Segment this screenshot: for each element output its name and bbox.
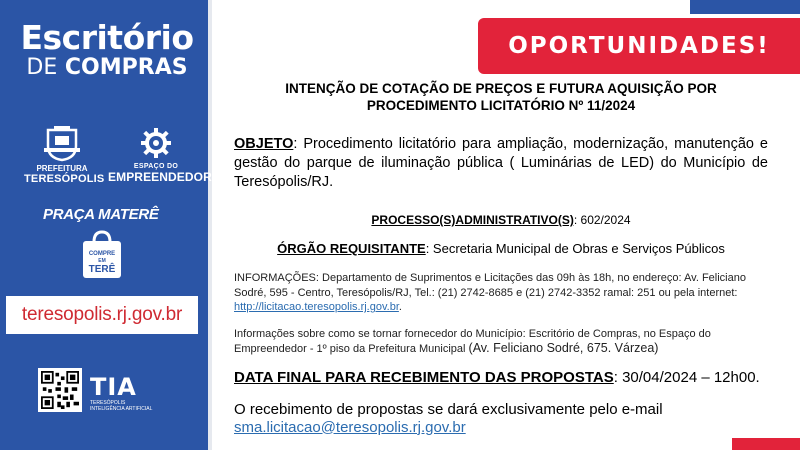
svg-text:EM: EM [98,258,106,264]
deadline-line: DATA FINAL PARA RECEBIMENTO DAS PROPOSTAS: 30/04/2024 – 12h00. [234,368,760,386]
processo-line: PROCESSO(S)ADMINISTRATIVO(S): 602/2024 [371,213,631,227]
svg-text:COMPRE: COMPRE [88,251,116,257]
website-url[interactable]: teresopolis.rj.gov.br [21,304,183,325]
informacoes-paragraph: INFORMAÇÕES: Departamento de Suprimentos e Licitações das 09h às 18h, no endereço: Av. Feliciano Sodré, 595 - Centro, Teresópolis/RJ, Tel.: (21) 2742-8685 e (21) 2742-3352 ramal: 251 ou pela internet: http://licitacao.teresopolis.rj.gov.br. [234,272,746,313]
espaco-empreendedor-logo: ESPAÇO DO EMPREENDEDOR [108,128,204,184]
notice-title: INTENÇÃO DE COTAÇÃO DE PREÇOS E FUTURA AQUISIÇÃO POR PROCEDIMENTO LICITATÓRIO Nº 11/2024 [285,81,717,113]
city-seal-icon [40,126,84,162]
gear-icon [141,128,171,158]
logo-line1: Escritório [20,18,194,57]
tia-logo: TIA TERESÓPOLIS INTELIGÊNCIA ARTIFICIAL [90,373,153,412]
qr-code-icon[interactable] [38,368,82,412]
top-accent-bar [690,0,800,14]
escritorio-logo [12,20,202,80]
email-link[interactable]: sma.licitacao@teresopolis.rj.gov.br [234,418,466,436]
left-panel [0,0,212,450]
notice-content [234,80,768,437]
shopping-bag-icon [80,228,124,280]
svg-text:TERÊ: TERÊ [88,264,116,275]
fornecedor-paragraph: Informações sobre como se tornar fornecedor do Município: Escritório de Compras, no Espaço do Empreendedor - 1º piso da Prefeitura Municipal (Av. Feliciano Sodré, 675. Várzea) [234,327,711,355]
orgao-line: ÓRGÃO REQUISITANTE: Secretaria Municipal de Obras e Serviços Públicos [277,241,725,256]
licitacao-link[interactable]: http://licitacao.teresopolis.rj.gov.br [234,301,399,313]
website-box [6,296,198,334]
oportunidades-banner [478,18,800,74]
banner-text: OPORTUNIDADES! [508,33,770,59]
recebimento-paragraph: O recebimento de propostas se dará exclusivamente pelo e-mail sma.licitacao@teresopolis.rj.gov.br [234,400,663,436]
tia-word: TIA [90,373,137,401]
logo-line2: DE COMPRAS [26,55,188,80]
bottom-accent-bar [732,438,800,450]
praca-matere-logo: PRAÇA MATERÊ [43,206,159,223]
objeto-paragraph: OBJETO: Procedimento licitatório para ampliação, modernização, manutenção e gestão do parque de iluminação pública ( Luminárias de LED) do Município de Teresópolis/RJ. [234,136,768,190]
prefeitura-logo: PREFEITURA TERESÓPOLIS [24,126,100,185]
